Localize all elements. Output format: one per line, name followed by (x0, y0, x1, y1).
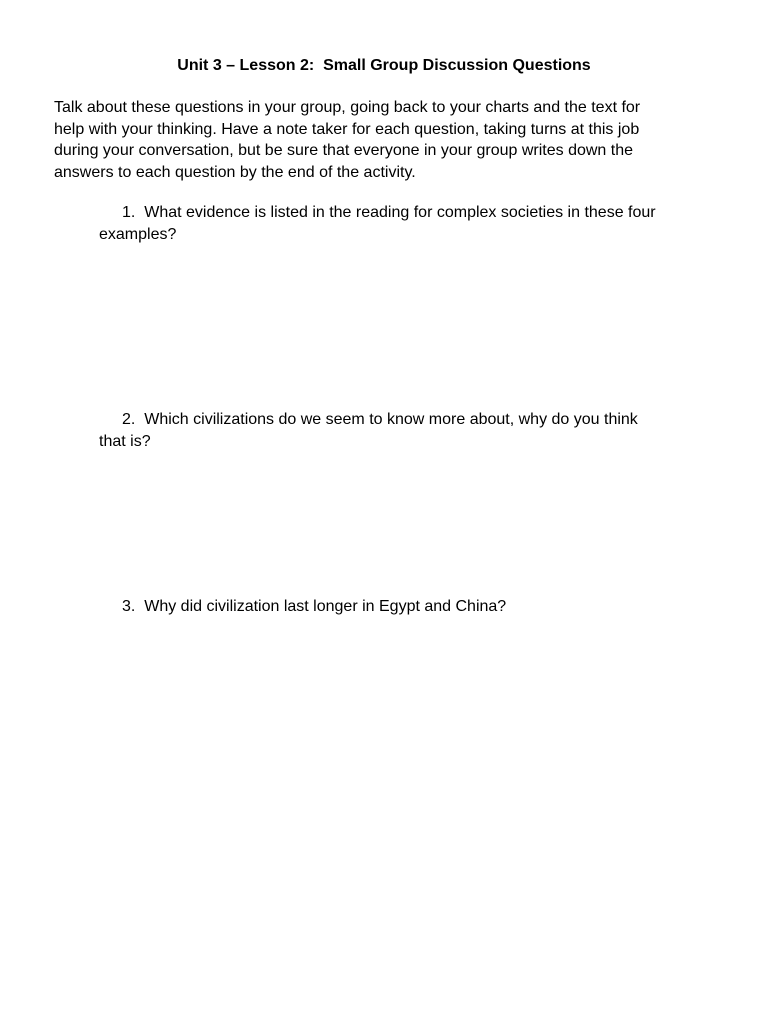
instructions-line: during your conversation, but be sure that everyone in your group writes down the (54, 142, 633, 159)
instructions-line: help with your thinking. Have a note taker for each question, taking turns at this job (54, 120, 640, 138)
question-2-text-continued: that is? (99, 433, 151, 450)
instructions-line: Talk about these questions in your group, going back to your charts and the text for (54, 99, 641, 116)
question-1 (99, 202, 739, 246)
question-3 (99, 596, 739, 618)
instructions-line: answers to each question by the end of the activity. (54, 163, 416, 181)
instructions-paragraph (54, 97, 724, 183)
page-title: Unit 3 – Lesson 2: Small Group Discussion Questions (177, 57, 591, 74)
question-3-text: 3. Why did civilization last longer in Egypt and China? (122, 598, 507, 615)
question-1-text: 1. What evidence is listed in the reading for complex societies in these four (122, 204, 656, 221)
question-2-text: 2. Which civilizations do we seem to know more about, why do you think (122, 411, 638, 428)
question-2 (99, 409, 739, 453)
question-1-text-continued: examples? (99, 226, 177, 243)
